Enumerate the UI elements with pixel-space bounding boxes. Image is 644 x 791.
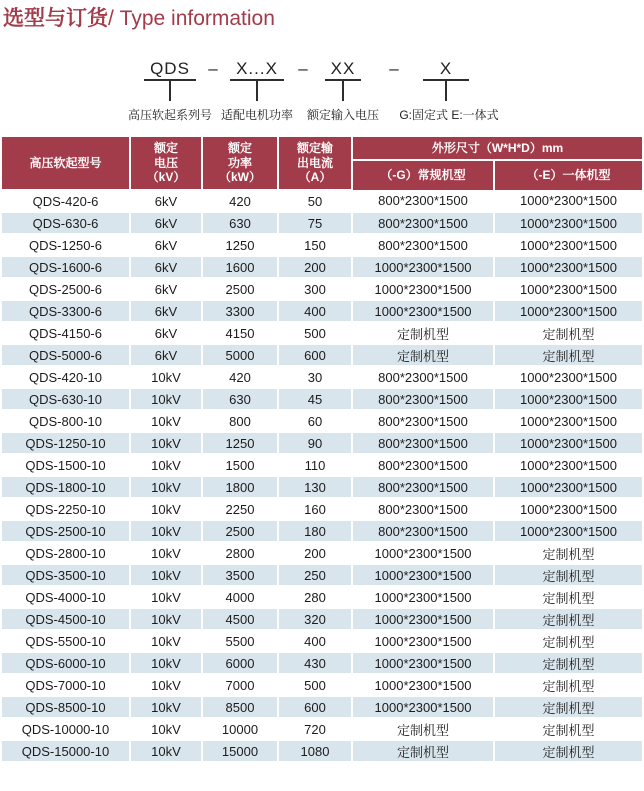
cell-dim-integrated: 定制机型: [494, 718, 642, 740]
table-header: [2, 137, 642, 190]
dash-separator: –: [389, 59, 399, 78]
cell-rated-voltage: 10kV: [130, 652, 202, 674]
header-model: 高压软起型号: [2, 137, 130, 190]
cell-dim-standard: 800*2300*1500: [352, 432, 494, 454]
cell-rated-output-current: 400: [278, 630, 352, 652]
cell-rated-voltage: 10kV: [130, 542, 202, 564]
cell-rated-power: 630: [202, 388, 278, 410]
table-row: [2, 542, 642, 564]
cell-rated-power: 8500: [202, 696, 278, 718]
cell-model: QDS-1250-6: [2, 234, 130, 256]
cell-dim-integrated: 定制机型: [494, 652, 642, 674]
segment-tick-line: [445, 81, 447, 101]
cell-model: QDS-1500-10: [2, 454, 130, 476]
cell-rated-power: 420: [202, 190, 278, 212]
cell-rated-voltage: 10kV: [130, 564, 202, 586]
table-row: [2, 740, 642, 762]
cell-dim-standard: 1000*2300*1500: [352, 696, 494, 718]
cell-dim-standard: 定制机型: [352, 322, 494, 344]
header-line: 额定: [227, 141, 252, 156]
cell-rated-output-current: 300: [278, 278, 352, 300]
cell-dim-standard: 800*2300*1500: [352, 234, 494, 256]
cell-dim-integrated: 1000*2300*1500: [494, 498, 642, 520]
cell-rated-power: 5500: [202, 630, 278, 652]
cell-dim-standard: 1000*2300*1500: [352, 608, 494, 630]
cell-dim-integrated: 1000*2300*1500: [494, 366, 642, 388]
header-line: （kW）: [218, 170, 261, 185]
cell-rated-voltage: 6kV: [130, 278, 202, 300]
cell-rated-power: 420: [202, 366, 278, 388]
segment-label-mount-type: G:固定式 E:一体式: [399, 108, 499, 122]
dash-separator: –: [298, 59, 308, 78]
cell-dim-integrated: 1000*2300*1500: [494, 190, 642, 212]
cell-rated-voltage: 6kV: [130, 256, 202, 278]
header-rated-output-current: [278, 137, 352, 190]
cell-model: QDS-2500-6: [2, 278, 130, 300]
header-rated-power: [202, 137, 278, 190]
cell-rated-power: 1250: [202, 432, 278, 454]
cell-rated-voltage: 6kV: [130, 212, 202, 234]
cell-rated-output-current: 130: [278, 476, 352, 498]
cell-dim-integrated: 定制机型: [494, 674, 642, 696]
cell-rated-voltage: 10kV: [130, 388, 202, 410]
cell-rated-voltage: 6kV: [130, 344, 202, 366]
cell-rated-output-current: 280: [278, 586, 352, 608]
cell-dim-integrated: 定制机型: [494, 696, 642, 718]
cell-dim-integrated: 定制机型: [494, 740, 642, 762]
cell-rated-output-current: 500: [278, 674, 352, 696]
cell-rated-voltage: 10kV: [130, 674, 202, 696]
cell-rated-power: 2500: [202, 520, 278, 542]
cell-model: QDS-800-10: [2, 410, 130, 432]
cell-rated-output-current: 90: [278, 432, 352, 454]
table-row: [2, 630, 642, 652]
cell-model: QDS-7000-10: [2, 674, 130, 696]
cell-model: QDS-1600-6: [2, 256, 130, 278]
cell-rated-output-current: 150: [278, 234, 352, 256]
cell-dim-integrated: 1000*2300*1500: [494, 432, 642, 454]
cell-rated-power: 4500: [202, 608, 278, 630]
cell-dim-standard: 800*2300*1500: [352, 212, 494, 234]
header-rated-voltage: [130, 137, 202, 190]
cell-dim-integrated: 1000*2300*1500: [494, 234, 642, 256]
table-row: [2, 212, 642, 234]
cell-rated-output-current: 500: [278, 322, 352, 344]
cell-rated-output-current: 200: [278, 256, 352, 278]
code-segment-mount-type: [423, 58, 469, 101]
page-title-en: / Type information: [108, 7, 275, 30]
cell-dim-standard: 1000*2300*1500: [352, 674, 494, 696]
cell-model: QDS-3500-10: [2, 564, 130, 586]
cell-dim-standard: 1000*2300*1500: [352, 278, 494, 300]
header-dim-standard: （-G）常规机型: [352, 160, 494, 190]
cell-rated-power: 3500: [202, 564, 278, 586]
cell-rated-power: 3300: [202, 300, 278, 322]
cell-dim-standard: 1000*2300*1500: [352, 542, 494, 564]
table-row: [2, 190, 642, 212]
code-segment-series: [144, 58, 196, 101]
cell-dim-standard: 800*2300*1500: [352, 520, 494, 542]
cell-rated-power: 2250: [202, 498, 278, 520]
dash-separator: –: [208, 59, 218, 78]
table-row: [2, 432, 642, 454]
table-row: [2, 652, 642, 674]
cell-dim-standard: 800*2300*1500: [352, 190, 494, 212]
table-row: [2, 718, 642, 740]
cell-dim-integrated: 定制机型: [494, 542, 642, 564]
cell-rated-power: 800: [202, 410, 278, 432]
cell-model: QDS-1250-10: [2, 432, 130, 454]
cell-rated-voltage: 10kV: [130, 586, 202, 608]
cell-rated-voltage: 10kV: [130, 630, 202, 652]
table-row: [2, 674, 642, 696]
cell-rated-power: 1600: [202, 256, 278, 278]
header-line: 功率: [227, 155, 252, 170]
segment-code-text: XX: [330, 59, 356, 78]
cell-model: QDS-15000-10: [2, 740, 130, 762]
cell-rated-power: 1250: [202, 234, 278, 256]
cell-dim-integrated: 1000*2300*1500: [494, 278, 642, 300]
cell-rated-output-current: 50: [278, 190, 352, 212]
table-row: [2, 608, 642, 630]
cell-rated-output-current: 400: [278, 300, 352, 322]
cell-dim-integrated: 定制机型: [494, 564, 642, 586]
table-row: [2, 366, 642, 388]
segment-label-series: 高压软起系列号: [127, 108, 213, 122]
table-row: [2, 322, 642, 344]
cell-dim-standard: 800*2300*1500: [352, 366, 494, 388]
cell-dim-integrated: 定制机型: [494, 630, 642, 652]
cell-rated-voltage: 10kV: [130, 410, 202, 432]
code-segment-voltage: [325, 58, 361, 101]
cell-dim-integrated: 1000*2300*1500: [494, 212, 642, 234]
cell-rated-output-current: 430: [278, 652, 352, 674]
cell-rated-voltage: 6kV: [130, 190, 202, 212]
cell-dim-standard: 800*2300*1500: [352, 476, 494, 498]
cell-rated-power: 6000: [202, 652, 278, 674]
cell-model: QDS-4150-6: [2, 322, 130, 344]
cell-model: QDS-5000-6: [2, 344, 130, 366]
cell-dim-integrated: 1000*2300*1500: [494, 520, 642, 542]
table-row: [2, 520, 642, 542]
cell-model: QDS-4000-10: [2, 586, 130, 608]
cell-rated-voltage: 10kV: [130, 740, 202, 762]
cell-rated-output-current: 720: [278, 718, 352, 740]
cell-rated-output-current: 600: [278, 344, 352, 366]
cell-dim-standard: 定制机型: [352, 718, 494, 740]
segment-tick-line: [342, 81, 344, 101]
table-row: [2, 256, 642, 278]
cell-dim-standard: 定制机型: [352, 344, 494, 366]
cell-dim-integrated: 1000*2300*1500: [494, 388, 642, 410]
spec-table: [2, 137, 642, 763]
header-line: 额定: [153, 141, 178, 156]
cell-model: QDS-5500-10: [2, 630, 130, 652]
cell-rated-output-current: 180: [278, 520, 352, 542]
cell-dim-standard: 1000*2300*1500: [352, 300, 494, 322]
cell-dim-standard: 800*2300*1500: [352, 388, 494, 410]
header-line: （kV）: [146, 170, 186, 185]
header-dim-integrated: （-E）一体机型: [494, 160, 642, 190]
cell-dim-standard: 800*2300*1500: [352, 454, 494, 476]
header-line: （A）: [298, 170, 332, 185]
header-line: 额定输: [296, 141, 333, 156]
cell-model: QDS-2250-10: [2, 498, 130, 520]
cell-model: QDS-6000-10: [2, 652, 130, 674]
cell-dim-standard: 800*2300*1500: [352, 410, 494, 432]
table-row: [2, 564, 642, 586]
cell-rated-power: 5000: [202, 344, 278, 366]
cell-dim-integrated: 定制机型: [494, 344, 642, 366]
page-title-zh: 选型与订货: [3, 7, 108, 30]
cell-model: QDS-420-6: [2, 190, 130, 212]
cell-model: QDS-2800-10: [2, 542, 130, 564]
cell-rated-voltage: 10kV: [130, 432, 202, 454]
segment-code-text: QDS: [150, 59, 190, 78]
header-row-top: [2, 137, 642, 160]
segment-code-text: X...X: [236, 59, 278, 78]
table-row: [2, 278, 642, 300]
cell-rated-power: 4000: [202, 586, 278, 608]
table-body: [2, 190, 642, 762]
table-row: [2, 454, 642, 476]
header-line: 出电流: [296, 155, 333, 170]
cell-dim-standard: 1000*2300*1500: [352, 586, 494, 608]
cell-rated-power: 2500: [202, 278, 278, 300]
cell-model: QDS-10000-10: [2, 718, 130, 740]
cell-rated-power: 1500: [202, 454, 278, 476]
cell-dim-standard: 定制机型: [352, 740, 494, 762]
cell-rated-power: 10000: [202, 718, 278, 740]
segment-tick-line: [256, 81, 258, 101]
table-row: [2, 586, 642, 608]
cell-rated-power: 1800: [202, 476, 278, 498]
cell-rated-power: 4150: [202, 322, 278, 344]
cell-dim-standard: 1000*2300*1500: [352, 256, 494, 278]
cell-rated-voltage: 6kV: [130, 234, 202, 256]
catalog-page: [0, 6, 644, 791]
cell-rated-power: 630: [202, 212, 278, 234]
table-row: [2, 476, 642, 498]
cell-dim-integrated: 1000*2300*1500: [494, 300, 642, 322]
code-segment-power: [230, 58, 284, 101]
cell-dim-standard: 800*2300*1500: [352, 498, 494, 520]
cell-rated-voltage: 10kV: [130, 454, 202, 476]
cell-rated-output-current: 60: [278, 410, 352, 432]
cell-rated-output-current: 600: [278, 696, 352, 718]
table-row: [2, 388, 642, 410]
table-row: [2, 696, 642, 718]
cell-rated-output-current: 200: [278, 542, 352, 564]
cell-rated-output-current: 160: [278, 498, 352, 520]
cell-dim-integrated: 1000*2300*1500: [494, 256, 642, 278]
header-line: 电压: [153, 155, 178, 170]
cell-rated-voltage: 10kV: [130, 476, 202, 498]
cell-dim-integrated: 定制机型: [494, 608, 642, 630]
cell-dim-integrated: 定制机型: [494, 322, 642, 344]
segment-label-power: 适配电机功率: [220, 108, 294, 122]
cell-model: QDS-630-6: [2, 212, 130, 234]
cell-dim-integrated: 1000*2300*1500: [494, 454, 642, 476]
cell-rated-voltage: 10kV: [130, 366, 202, 388]
cell-model: QDS-3300-6: [2, 300, 130, 322]
cell-rated-output-current: 30: [278, 366, 352, 388]
cell-dim-integrated: 定制机型: [494, 586, 642, 608]
cell-dim-standard: 1000*2300*1500: [352, 564, 494, 586]
cell-rated-power: 2800: [202, 542, 278, 564]
cell-rated-voltage: 6kV: [130, 322, 202, 344]
segment-code-text: X: [439, 59, 453, 78]
cell-rated-output-current: 110: [278, 454, 352, 476]
cell-dim-standard: 1000*2300*1500: [352, 630, 494, 652]
cell-rated-output-current: 1080: [278, 740, 352, 762]
cell-dim-standard: 1000*2300*1500: [352, 652, 494, 674]
cell-rated-output-current: 75: [278, 212, 352, 234]
segment-tick-line: [169, 81, 171, 101]
table-row: [2, 344, 642, 366]
cell-rated-voltage: 10kV: [130, 718, 202, 740]
table-row: [2, 498, 642, 520]
model-code-diagram: [0, 36, 644, 137]
cell-model: QDS-1800-10: [2, 476, 130, 498]
page-title: [3, 6, 644, 32]
cell-rated-output-current: 250: [278, 564, 352, 586]
cell-model: QDS-630-10: [2, 388, 130, 410]
cell-rated-power: 7000: [202, 674, 278, 696]
segment-label-voltage: 额定输入电压: [306, 108, 380, 122]
table-row: [2, 234, 642, 256]
cell-dim-integrated: 1000*2300*1500: [494, 476, 642, 498]
cell-model: QDS-8500-10: [2, 696, 130, 718]
cell-model: QDS-4500-10: [2, 608, 130, 630]
cell-rated-voltage: 10kV: [130, 498, 202, 520]
cell-model: QDS-420-10: [2, 366, 130, 388]
cell-rated-voltage: 10kV: [130, 608, 202, 630]
cell-rated-power: 15000: [202, 740, 278, 762]
cell-rated-output-current: 320: [278, 608, 352, 630]
cell-rated-voltage: 6kV: [130, 300, 202, 322]
table-row: [2, 410, 642, 432]
header-dimensions-span: 外形尺寸（W*H*D）mm: [352, 137, 642, 160]
cell-rated-voltage: 10kV: [130, 520, 202, 542]
cell-rated-voltage: 10kV: [130, 696, 202, 718]
cell-rated-output-current: 45: [278, 388, 352, 410]
cell-model: QDS-2500-10: [2, 520, 130, 542]
table-row: [2, 300, 642, 322]
cell-dim-integrated: 1000*2300*1500: [494, 410, 642, 432]
